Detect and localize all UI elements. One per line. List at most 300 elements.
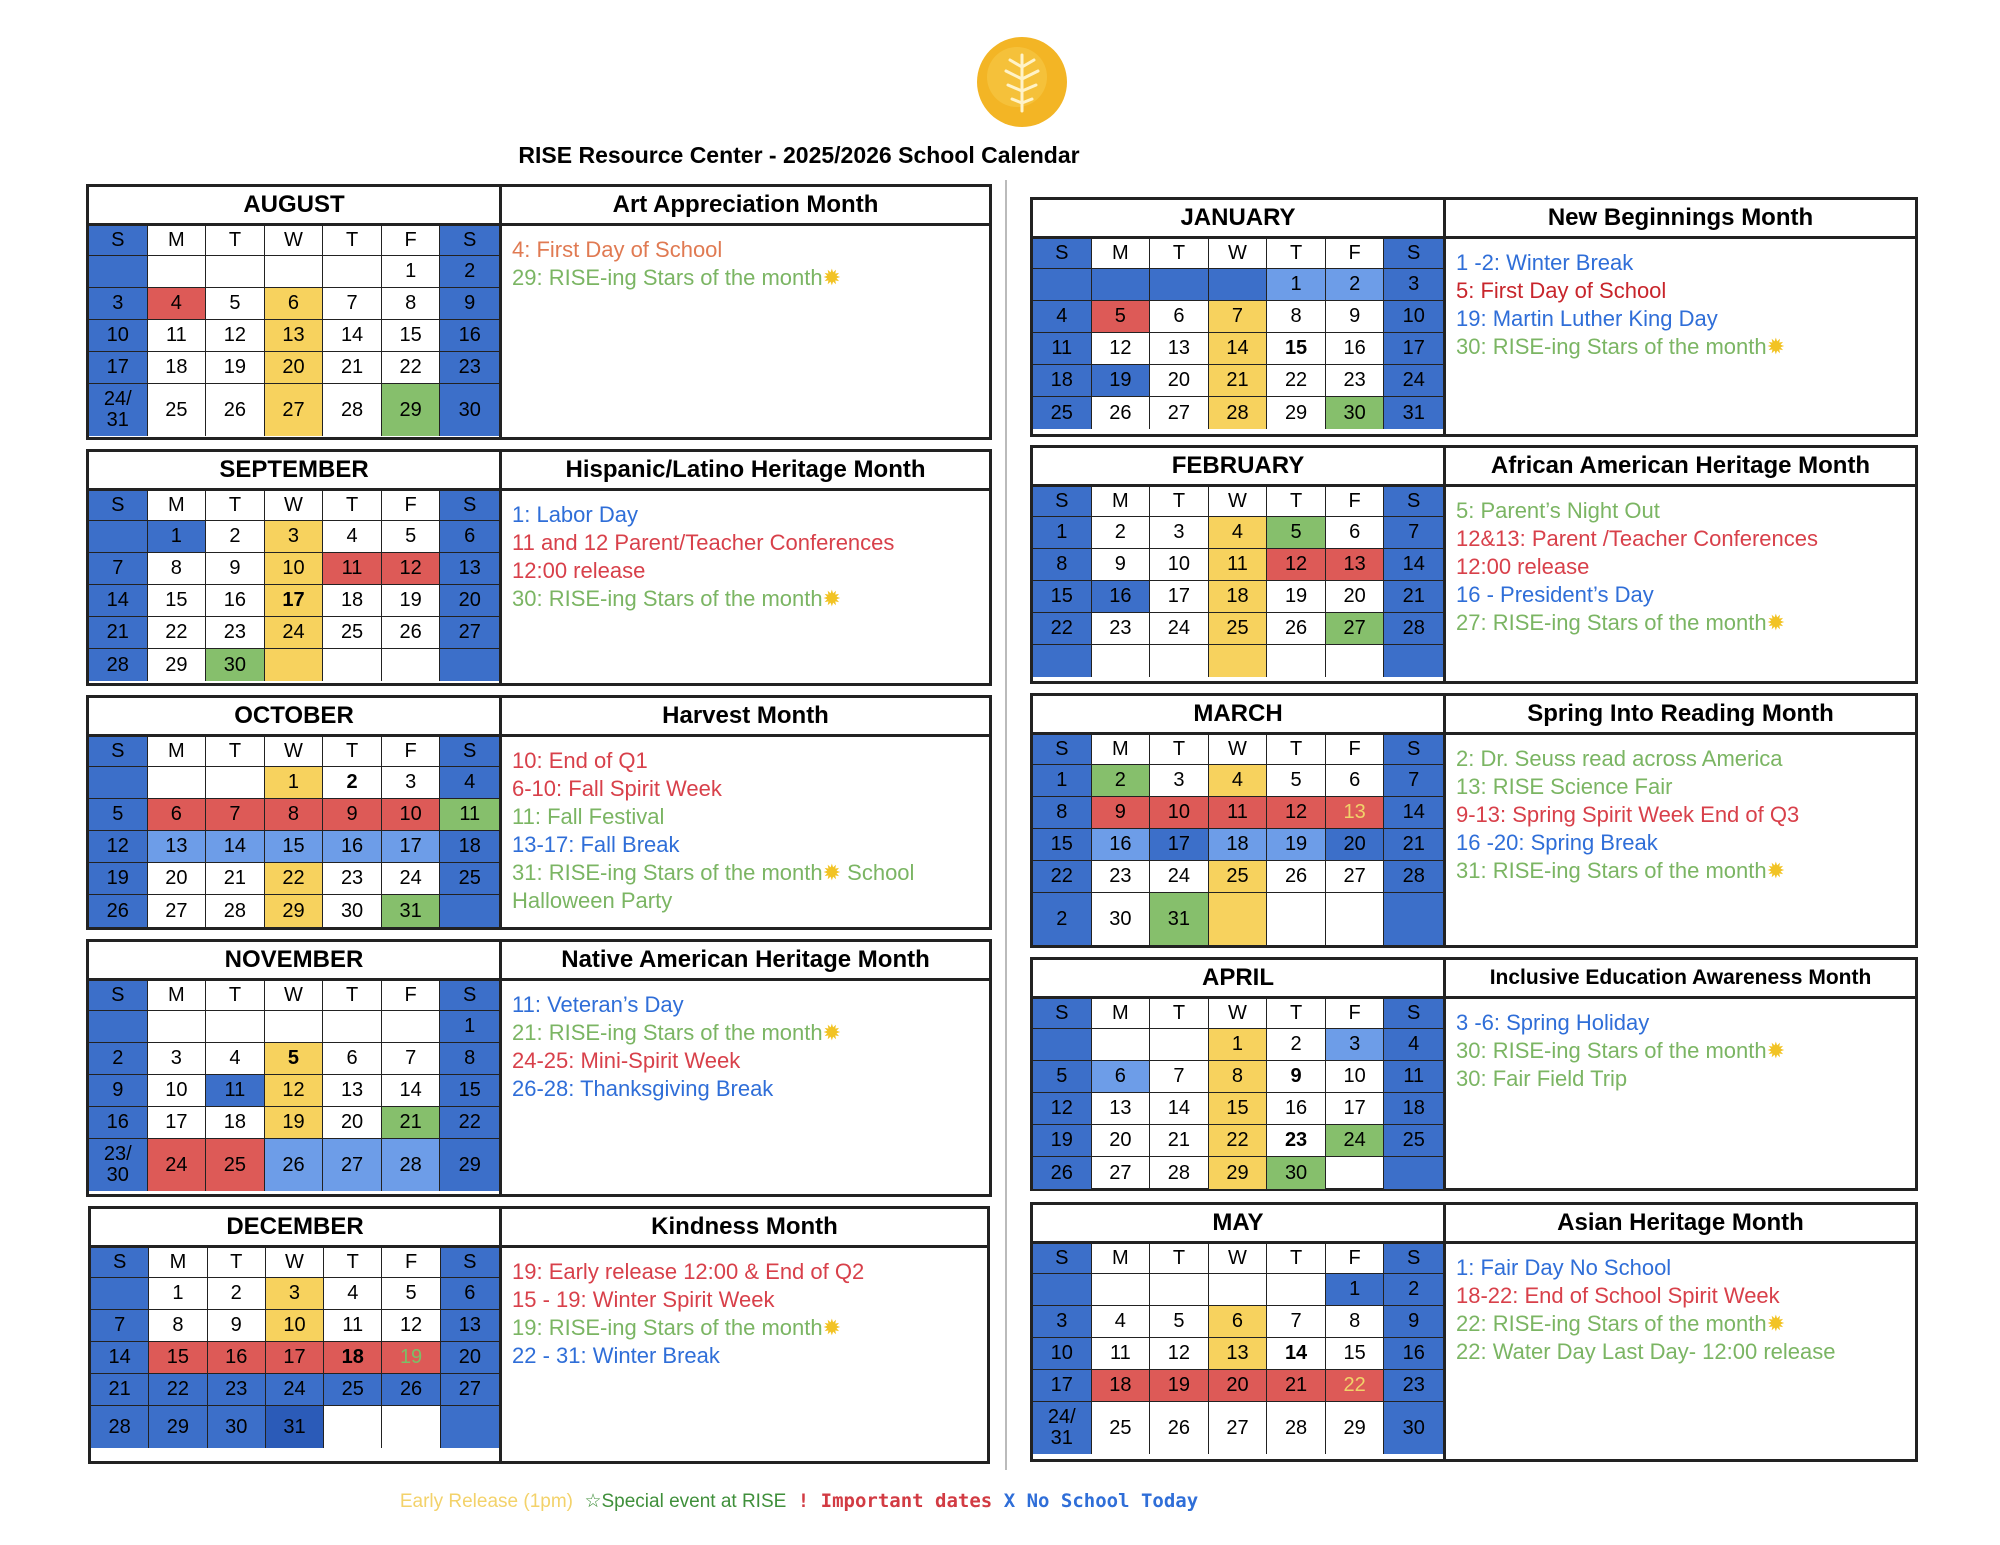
day-cell: 22 bbox=[382, 352, 441, 384]
day-cell: 2 bbox=[1033, 893, 1092, 945]
august-events-panel bbox=[502, 184, 992, 440]
day-cell: 20 bbox=[1326, 829, 1385, 861]
day-cell: 15 bbox=[1033, 581, 1092, 613]
day-grid bbox=[89, 981, 499, 1194]
day-cell: 1 bbox=[440, 1011, 499, 1043]
day-cell: 29 bbox=[265, 895, 324, 927]
day-cell: 16 bbox=[1384, 1338, 1443, 1370]
september-calendar bbox=[86, 449, 502, 686]
day-cell: 24 bbox=[382, 863, 441, 895]
day-cell: 6 bbox=[148, 799, 207, 831]
day-cell: 4 bbox=[1209, 517, 1268, 549]
event-item bbox=[512, 585, 979, 613]
weekday-header: S bbox=[440, 981, 499, 1011]
day-cell: 26 bbox=[265, 1139, 324, 1191]
weekday-header: T bbox=[324, 1248, 382, 1278]
day-cell: 2 bbox=[206, 521, 265, 553]
day-cell: 8 bbox=[382, 288, 441, 320]
day-cell: 9 bbox=[1326, 301, 1385, 333]
day-cell: 30 bbox=[1384, 1402, 1443, 1454]
event-item bbox=[1456, 609, 1905, 637]
day-cell bbox=[1326, 893, 1385, 945]
day-cell: 9 bbox=[206, 553, 265, 585]
october-events-panel bbox=[502, 695, 992, 930]
day-cell: 27 bbox=[1209, 1402, 1268, 1454]
event-text: 11 and 12 Parent/Teacher Conferences bbox=[512, 530, 895, 555]
september-block bbox=[86, 449, 992, 686]
star-icon: ✹ bbox=[1766, 858, 1786, 883]
day-cell: 28 bbox=[1384, 613, 1443, 645]
weekday-header: T bbox=[1150, 1244, 1209, 1274]
day-cell bbox=[441, 1406, 499, 1448]
event-list bbox=[1446, 487, 1915, 641]
day-cell: 14 bbox=[1209, 333, 1268, 365]
day-cell bbox=[1150, 1029, 1209, 1061]
event-item bbox=[1456, 581, 1905, 609]
day-cell: 17 bbox=[266, 1342, 324, 1374]
weekday-header: S bbox=[1384, 999, 1443, 1029]
day-cell: 23 bbox=[1326, 365, 1385, 397]
day-cell bbox=[1267, 645, 1326, 677]
weekday-header: T bbox=[206, 981, 265, 1011]
event-text: 30: RISE-ing Stars of the month bbox=[512, 586, 823, 611]
day-cell bbox=[148, 256, 207, 288]
event-item bbox=[512, 501, 979, 529]
day-cell: 29 bbox=[1326, 1402, 1385, 1454]
weekday-header: S bbox=[89, 981, 148, 1011]
weekday-header: S bbox=[89, 491, 148, 521]
may-block bbox=[1030, 1202, 1918, 1462]
day-cell: 15 bbox=[1326, 1338, 1385, 1370]
month-theme: Art Appreciation Month bbox=[502, 187, 989, 226]
day-cell: 26 bbox=[382, 1374, 440, 1406]
day-cell: 10 bbox=[148, 1075, 207, 1107]
event-text: 30: RISE-ing Stars of the month bbox=[1456, 334, 1767, 359]
day-cell: 27 bbox=[1150, 397, 1209, 429]
day-cell: 6 bbox=[265, 288, 324, 320]
weekday-header: S bbox=[1384, 1244, 1443, 1274]
weekday-header: F bbox=[382, 1248, 440, 1278]
day-cell: 7 bbox=[1209, 301, 1268, 333]
november-events-panel bbox=[502, 939, 992, 1197]
legend-no-school: X No School Today bbox=[1003, 1490, 1199, 1512]
day-cell: 18 bbox=[323, 585, 382, 617]
day-cell: 10 bbox=[1033, 1338, 1092, 1370]
event-text: 4: First Day of School bbox=[512, 237, 723, 262]
day-cell: 22 bbox=[148, 617, 207, 649]
day-cell: 8 bbox=[1209, 1061, 1268, 1093]
day-cell: 25 bbox=[206, 1139, 265, 1191]
weekday-header: M bbox=[148, 981, 207, 1011]
day-cell: 16 bbox=[206, 585, 265, 617]
day-cell: 3 bbox=[1384, 269, 1443, 301]
day-cell: 24 bbox=[266, 1374, 324, 1406]
day-cell: 2 bbox=[208, 1278, 266, 1310]
weekday-header: W bbox=[266, 1248, 324, 1278]
month-theme: Inclusive Education Awareness Month bbox=[1446, 960, 1915, 999]
event-text: 1: Labor Day bbox=[512, 502, 638, 527]
day-cell: 23 bbox=[1267, 1125, 1326, 1157]
event-text-suffix: School bbox=[841, 860, 915, 885]
event-item bbox=[1456, 525, 1905, 553]
star-icon: ✹ bbox=[822, 265, 842, 290]
day-grid bbox=[1033, 487, 1443, 681]
day-cell: 13 bbox=[441, 1310, 499, 1342]
day-cell bbox=[323, 256, 382, 288]
event-item bbox=[1456, 829, 1905, 857]
star-icon: ✹ bbox=[1766, 334, 1786, 359]
day-cell: 1 bbox=[149, 1278, 207, 1310]
day-cell: 14 bbox=[382, 1075, 441, 1107]
day-cell: 9 bbox=[1092, 797, 1151, 829]
november-block bbox=[86, 939, 992, 1197]
day-cell: 19 bbox=[1033, 1125, 1092, 1157]
star-icon: ✹ bbox=[822, 860, 842, 885]
event-item bbox=[512, 1258, 977, 1286]
day-cell: 30 bbox=[1092, 893, 1151, 945]
day-cell: 6 bbox=[1209, 1306, 1268, 1338]
day-cell bbox=[265, 649, 324, 681]
event-text: 16 - President’s Day bbox=[1456, 582, 1654, 607]
may-events-panel bbox=[1446, 1202, 1918, 1462]
day-cell: 24 bbox=[148, 1139, 207, 1191]
day-grid bbox=[1033, 735, 1443, 945]
weekday-header: T bbox=[1150, 487, 1209, 517]
star-icon: ✹ bbox=[1766, 610, 1786, 635]
january-events-panel bbox=[1446, 197, 1918, 437]
day-cell: 2 bbox=[323, 767, 382, 799]
day-cell: 1 bbox=[265, 767, 324, 799]
day-cell: 18 bbox=[1209, 829, 1268, 861]
day-cell: 9 bbox=[1267, 1061, 1326, 1093]
day-cell: 29 bbox=[440, 1139, 499, 1191]
day-cell: 14 bbox=[89, 585, 148, 617]
day-cell: 7 bbox=[91, 1310, 149, 1342]
event-text: 11: Fall Festival bbox=[512, 804, 665, 829]
day-cell: 6 bbox=[1326, 517, 1385, 549]
april-events-panel bbox=[1446, 957, 1918, 1191]
weekday-header: W bbox=[1209, 487, 1268, 517]
day-cell: 18 bbox=[206, 1107, 265, 1139]
weekday-header: F bbox=[1326, 1244, 1385, 1274]
day-cell: 25 bbox=[1033, 397, 1092, 429]
day-cell: 16 bbox=[440, 320, 499, 352]
day-cell: 12 bbox=[1150, 1338, 1209, 1370]
day-cell: 6 bbox=[440, 521, 499, 553]
day-cell bbox=[1326, 1157, 1385, 1189]
weekday-header: S bbox=[440, 226, 499, 256]
day-cell: 3 bbox=[382, 767, 441, 799]
day-cell: 19 bbox=[1267, 581, 1326, 613]
day-cell: 23 bbox=[206, 617, 265, 649]
star-icon: ✹ bbox=[822, 586, 842, 611]
event-text: 12:00 release bbox=[1456, 554, 1590, 579]
weekday-header: M bbox=[1092, 1244, 1151, 1274]
day-grid bbox=[1033, 1244, 1443, 1459]
event-text: 19: RISE-ing Stars of the month bbox=[512, 1315, 823, 1340]
day-cell: 5 bbox=[1092, 301, 1151, 333]
day-cell: 30 bbox=[1326, 397, 1385, 429]
weekday-header: M bbox=[148, 226, 207, 256]
day-cell: 11 bbox=[1092, 1338, 1151, 1370]
august-calendar bbox=[86, 184, 502, 440]
october-block bbox=[86, 695, 992, 930]
day-cell: 4 bbox=[323, 521, 382, 553]
weekday-header: W bbox=[265, 737, 324, 767]
day-cell: 9 bbox=[1384, 1306, 1443, 1338]
day-cell: 18 bbox=[1033, 365, 1092, 397]
day-cell: 22 bbox=[265, 863, 324, 895]
event-item bbox=[1456, 1282, 1905, 1310]
weekday-header: M bbox=[149, 1248, 207, 1278]
day-cell: 4 bbox=[1033, 301, 1092, 333]
weekday-header: T bbox=[1150, 999, 1209, 1029]
day-cell: 27 bbox=[440, 617, 499, 649]
day-cell: 6 bbox=[323, 1043, 382, 1075]
weekday-header: M bbox=[148, 491, 207, 521]
day-cell: 14 bbox=[1150, 1093, 1209, 1125]
event-list bbox=[502, 981, 989, 1107]
day-cell: 13 bbox=[440, 553, 499, 585]
day-cell: 2 bbox=[1384, 1274, 1443, 1306]
day-cell: 24/ 31 bbox=[89, 384, 148, 436]
day-cell: 24 bbox=[1150, 861, 1209, 893]
day-cell bbox=[265, 256, 324, 288]
day-cell: 8 bbox=[1267, 301, 1326, 333]
day-cell bbox=[440, 649, 499, 681]
november-calendar bbox=[86, 939, 502, 1197]
day-cell: 20 bbox=[1326, 581, 1385, 613]
day-cell: 2 bbox=[89, 1043, 148, 1075]
day-cell bbox=[1092, 645, 1151, 677]
event-item bbox=[1456, 553, 1905, 581]
day-cell bbox=[1384, 893, 1443, 945]
day-cell bbox=[206, 1011, 265, 1043]
day-cell: 24/ 31 bbox=[1033, 1402, 1092, 1454]
day-cell bbox=[89, 256, 148, 288]
day-cell: 7 bbox=[382, 1043, 441, 1075]
event-text: 21: RISE-ing Stars of the month bbox=[512, 1020, 823, 1045]
day-cell: 28 bbox=[382, 1139, 441, 1191]
event-text: 1: Fair Day No School bbox=[1456, 1255, 1672, 1280]
event-text: 30: RISE-ing Stars of the month bbox=[1456, 1038, 1767, 1063]
event-item bbox=[512, 1019, 979, 1047]
event-item bbox=[512, 775, 979, 803]
column-divider bbox=[1005, 180, 1007, 1470]
weekday-header: T bbox=[1267, 239, 1326, 269]
event-list bbox=[1446, 1244, 1915, 1370]
weekday-header: M bbox=[1092, 999, 1151, 1029]
event-item bbox=[512, 1075, 979, 1103]
day-cell: 7 bbox=[1150, 1061, 1209, 1093]
event-item bbox=[1456, 1009, 1905, 1037]
day-cell: 16 bbox=[208, 1342, 266, 1374]
day-cell: 29 bbox=[382, 384, 441, 436]
event-text: 27: RISE-ing Stars of the month bbox=[1456, 610, 1767, 635]
day-cell: 16 bbox=[1267, 1093, 1326, 1125]
day-cell: 11 bbox=[206, 1075, 265, 1107]
day-cell: 6 bbox=[441, 1278, 499, 1310]
event-text: 26-28: Thanksgiving Break bbox=[512, 1076, 774, 1101]
day-cell: 13 bbox=[1326, 797, 1385, 829]
day-cell: 7 bbox=[1384, 517, 1443, 549]
day-cell: 15 bbox=[265, 831, 324, 863]
star-icon: ✹ bbox=[1766, 1038, 1786, 1063]
day-cell: 25 bbox=[1384, 1125, 1443, 1157]
month-name: OCTOBER bbox=[89, 698, 499, 737]
day-cell: 11 bbox=[324, 1310, 382, 1342]
day-cell bbox=[1150, 1274, 1209, 1306]
day-cell: 28 bbox=[1384, 861, 1443, 893]
day-cell: 27 bbox=[441, 1374, 499, 1406]
day-cell bbox=[265, 1011, 324, 1043]
day-cell bbox=[89, 767, 148, 799]
day-cell bbox=[1267, 893, 1326, 945]
day-cell bbox=[382, 1011, 441, 1043]
day-cell bbox=[206, 767, 265, 799]
day-cell: 19 bbox=[382, 1342, 440, 1374]
day-cell bbox=[382, 649, 441, 681]
event-text: 18-22: End of School Spirit Week bbox=[1456, 1283, 1780, 1308]
day-cell: 31 bbox=[1150, 893, 1209, 945]
day-cell: 8 bbox=[440, 1043, 499, 1075]
day-cell: 23 bbox=[440, 352, 499, 384]
day-cell: 15 bbox=[1209, 1093, 1268, 1125]
event-list bbox=[502, 226, 989, 296]
weekday-header: F bbox=[382, 981, 441, 1011]
day-cell: 2 bbox=[1092, 765, 1151, 797]
day-cell: 26 bbox=[1267, 613, 1326, 645]
event-text: 2: Dr. Seuss read across America bbox=[1456, 746, 1783, 771]
day-cell bbox=[89, 1011, 148, 1043]
day-cell: 28 bbox=[1150, 1157, 1209, 1189]
day-cell: 22 bbox=[1267, 365, 1326, 397]
month-theme: Hispanic/Latino Heritage Month bbox=[502, 452, 989, 491]
weekday-header: M bbox=[148, 737, 207, 767]
weekday-header: T bbox=[323, 491, 382, 521]
day-grid bbox=[89, 737, 499, 927]
day-cell: 19 bbox=[89, 863, 148, 895]
day-cell: 10 bbox=[89, 320, 148, 352]
day-cell: 7 bbox=[323, 288, 382, 320]
month-name: MAY bbox=[1033, 1205, 1443, 1244]
month-theme: Kindness Month bbox=[502, 1209, 987, 1248]
weekday-header: T bbox=[1267, 487, 1326, 517]
august-block bbox=[86, 184, 992, 440]
month-theme: Native American Heritage Month bbox=[502, 942, 989, 981]
event-item bbox=[1456, 1065, 1905, 1093]
day-cell: 2 bbox=[1326, 269, 1385, 301]
legend bbox=[0, 1490, 1598, 1513]
day-cell: 14 bbox=[323, 320, 382, 352]
december-calendar bbox=[88, 1206, 502, 1464]
event-item bbox=[1456, 1037, 1905, 1065]
day-cell: 10 bbox=[1384, 301, 1443, 333]
day-cell: 4 bbox=[206, 1043, 265, 1075]
month-theme: Harvest Month bbox=[502, 698, 989, 737]
weekday-header: W bbox=[1209, 735, 1268, 765]
day-cell: 23 bbox=[1092, 861, 1151, 893]
december-events-panel bbox=[502, 1206, 990, 1464]
day-cell: 3 bbox=[1150, 765, 1209, 797]
day-cell: 21 bbox=[323, 352, 382, 384]
day-cell: 27 bbox=[1326, 861, 1385, 893]
day-cell bbox=[89, 521, 148, 553]
event-text: 22 - 31: Winter Break bbox=[512, 1343, 720, 1368]
event-text: 16 -20: Spring Break bbox=[1456, 830, 1658, 855]
event-item bbox=[1456, 801, 1905, 829]
day-cell: 17 bbox=[1033, 1370, 1092, 1402]
day-cell bbox=[91, 1278, 149, 1310]
day-cell: 30 bbox=[323, 895, 382, 927]
weekday-header: T bbox=[1267, 999, 1326, 1029]
day-cell: 15 bbox=[440, 1075, 499, 1107]
day-cell: 28 bbox=[1267, 1402, 1326, 1454]
day-cell bbox=[1033, 269, 1092, 301]
day-cell: 31 bbox=[382, 895, 441, 927]
event-text: 24-25: Mini-Spirit Week bbox=[512, 1048, 741, 1073]
event-item bbox=[512, 859, 979, 887]
event-list bbox=[1446, 239, 1915, 365]
day-cell: 11 bbox=[1033, 333, 1092, 365]
day-cell: 22 bbox=[1326, 1370, 1385, 1402]
event-item bbox=[1456, 333, 1905, 361]
event-item bbox=[1456, 745, 1905, 773]
day-cell: 20 bbox=[440, 585, 499, 617]
day-cell: 20 bbox=[265, 352, 324, 384]
day-cell: 4 bbox=[1209, 765, 1268, 797]
april-block bbox=[1030, 957, 1918, 1191]
day-cell: 3 bbox=[1033, 1306, 1092, 1338]
weekday-header: T bbox=[1267, 1244, 1326, 1274]
day-cell: 23 bbox=[1092, 613, 1151, 645]
day-cell: 5 bbox=[1033, 1061, 1092, 1093]
day-cell: 7 bbox=[89, 553, 148, 585]
weekday-header: S bbox=[1384, 487, 1443, 517]
day-cell bbox=[1092, 1274, 1151, 1306]
day-cell: 22 bbox=[1033, 613, 1092, 645]
january-calendar bbox=[1030, 197, 1446, 437]
day-cell bbox=[1092, 269, 1151, 301]
sun-tree-logo bbox=[973, 33, 1071, 131]
legend-special-event: ☆Special event at RISE bbox=[584, 1491, 787, 1512]
event-text: 15 - 19: Winter Spirit Week bbox=[512, 1287, 775, 1312]
day-cell: 18 bbox=[1209, 581, 1268, 613]
day-cell bbox=[1384, 645, 1443, 677]
day-cell: 28 bbox=[206, 895, 265, 927]
day-cell: 13 bbox=[148, 831, 207, 863]
month-theme: African American Heritage Month bbox=[1446, 448, 1915, 487]
weekday-header: S bbox=[440, 491, 499, 521]
month-name: SEPTEMBER bbox=[89, 452, 499, 491]
day-cell: 4 bbox=[1092, 1306, 1151, 1338]
day-grid bbox=[1033, 999, 1443, 1189]
event-text: 19: Martin Luther King Day bbox=[1456, 306, 1718, 331]
event-item bbox=[1456, 497, 1905, 525]
weekday-header: F bbox=[382, 491, 441, 521]
day-cell: 21 bbox=[91, 1374, 149, 1406]
day-cell: 14 bbox=[1384, 549, 1443, 581]
day-cell: 21 bbox=[1384, 829, 1443, 861]
event-text: 12&13: Parent /Teacher Conferences bbox=[1456, 526, 1819, 551]
event-item bbox=[1456, 1310, 1905, 1338]
day-cell: 19 bbox=[382, 585, 441, 617]
day-cell: 3 bbox=[266, 1278, 324, 1310]
day-cell bbox=[324, 1406, 382, 1448]
day-cell: 5 bbox=[382, 1278, 440, 1310]
day-cell: 5 bbox=[265, 1043, 324, 1075]
day-cell: 23 bbox=[208, 1374, 266, 1406]
